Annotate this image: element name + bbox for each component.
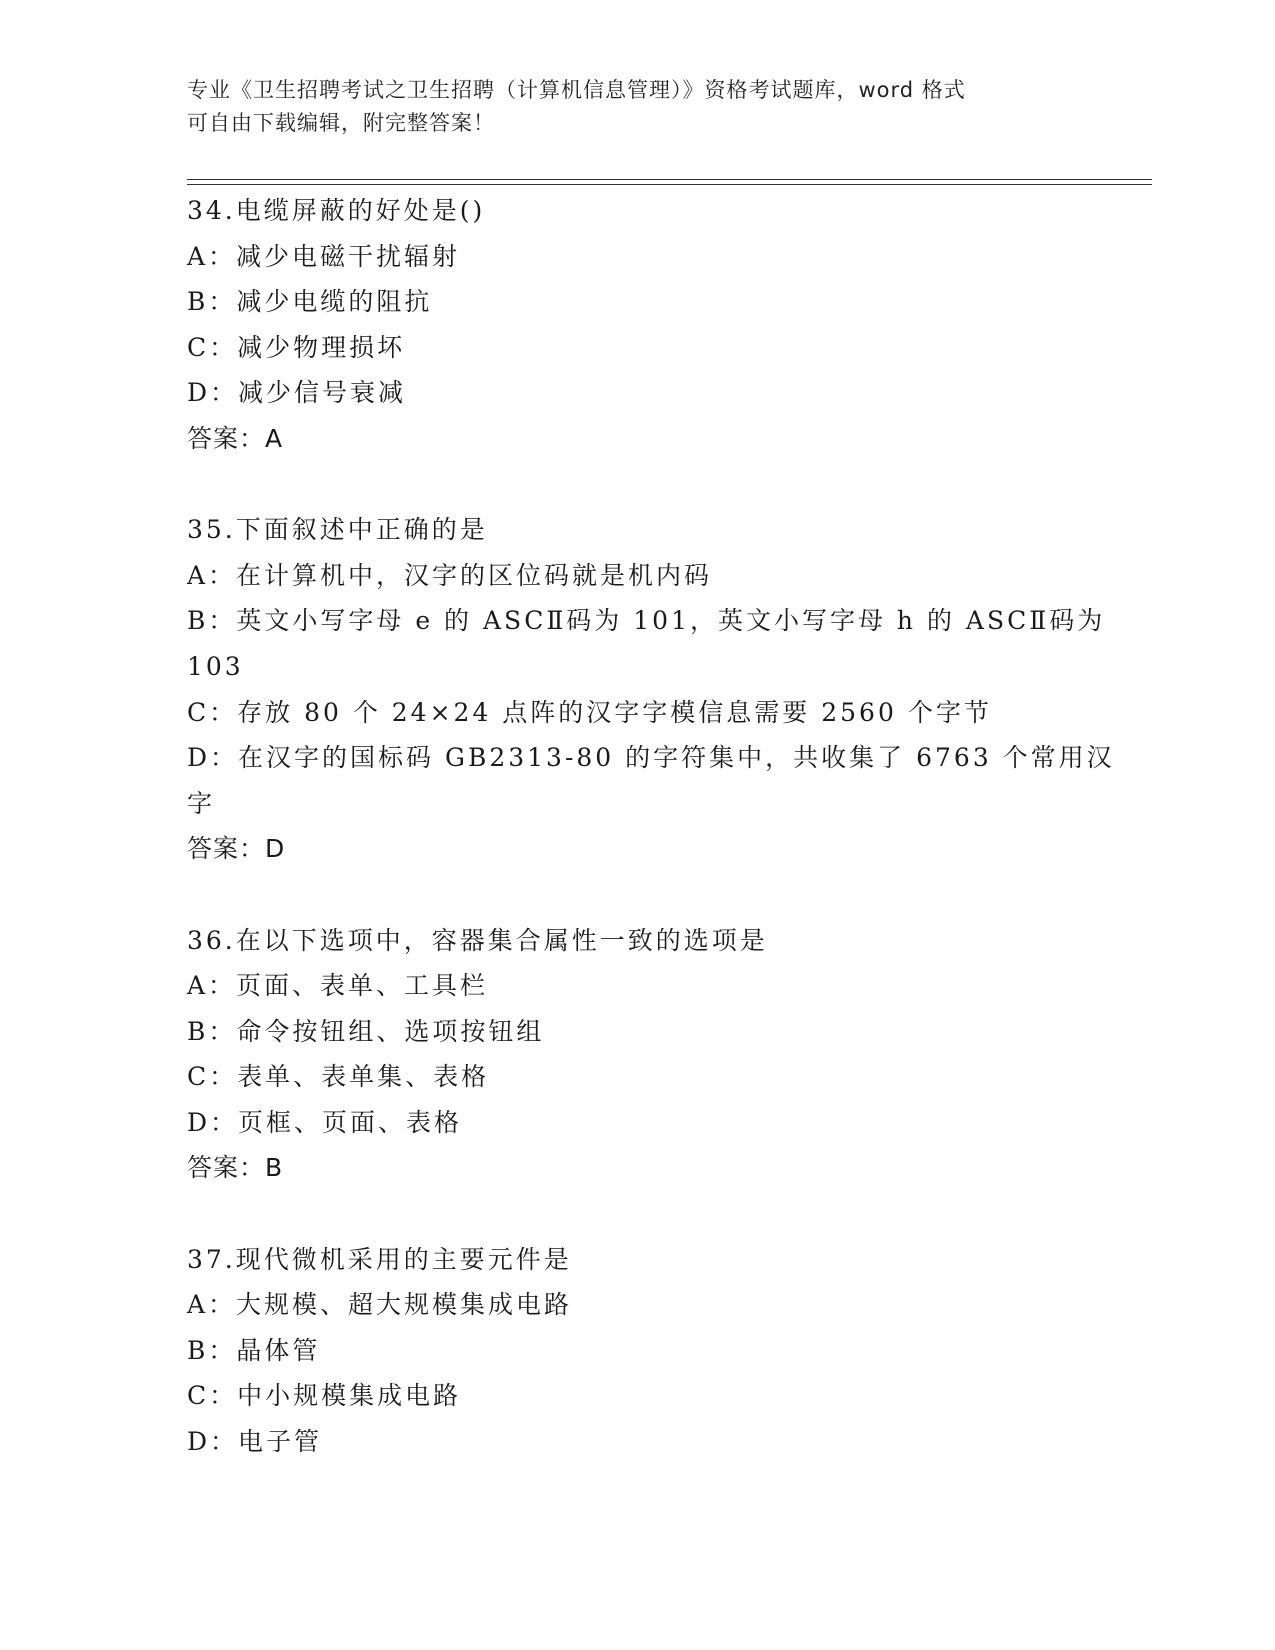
option-a: A：在计算机中，汉字的区位码就是机内码	[187, 560, 713, 590]
question-gap	[187, 462, 1067, 508]
answer: 答案：B	[187, 1153, 284, 1183]
header-divider-top	[187, 179, 1152, 180]
question-34	[187, 188, 1067, 462]
question-stem: 37.现代微机采用的主要元件是	[187, 1244, 572, 1274]
option-b: B：命令按钮组、选项按钮组	[187, 1016, 545, 1046]
option-b-continued: 103	[187, 651, 244, 681]
question-list	[187, 188, 1115, 1465]
header-title-line-2: 可自由下载编辑，附完整答案！	[187, 111, 495, 135]
answer: 答案：A	[187, 423, 284, 453]
answer: 答案：D	[187, 834, 286, 864]
question-gap	[187, 1191, 1067, 1237]
option-d: D：减少信号衰减	[187, 378, 407, 408]
option-d: D：在汉字的国标码 GB2313-80 的字符集中，共收集了 6763 个常用汉	[187, 743, 1115, 773]
option-c: C：表单、表单集、表格	[187, 1062, 490, 1092]
option-d-continued: 字	[187, 788, 216, 818]
option-a: A：页面、表单、工具栏	[187, 971, 489, 1001]
option-b: B：晶体管	[187, 1335, 321, 1365]
question-stem: 35.下面叙述中正确的是	[187, 515, 488, 545]
question-gap	[187, 872, 1067, 918]
question-stem: 34.电缆屏蔽的好处是()	[187, 196, 486, 225]
option-c: C：存放 80 个 24×24 点阵的汉字字模信息需要 2560 个字节	[187, 697, 992, 727]
option-c: C：减少物理损坏	[187, 332, 406, 362]
option-d: D：页框、页面、表格	[187, 1107, 463, 1137]
header-divider-bottom	[187, 184, 1152, 185]
header-title-line-1: 专业《卫生招聘考试之卫生招聘（计算机信息管理）》资格考试题库，word 格式	[187, 78, 966, 102]
option-d: D：电子管	[187, 1427, 323, 1457]
question-36	[187, 918, 1067, 1192]
question-37	[187, 1237, 1067, 1465]
question-stem: 36.在以下选项中，容器集合属性一致的选项是	[187, 925, 768, 955]
option-a: A：减少电磁干扰辐射	[187, 241, 461, 271]
option-b: B：英文小写字母 e 的 ASCⅡ码为 101，英文小写字母 h 的 ASCⅡ码为	[187, 606, 1106, 636]
option-b: B：减少电缆的阻抗	[187, 287, 433, 317]
question-35	[187, 507, 1115, 872]
option-c: C：中小规模集成电路	[187, 1381, 462, 1411]
document-header	[187, 74, 1067, 140]
option-a: A：大规模、超大规模集成电路	[187, 1290, 573, 1320]
